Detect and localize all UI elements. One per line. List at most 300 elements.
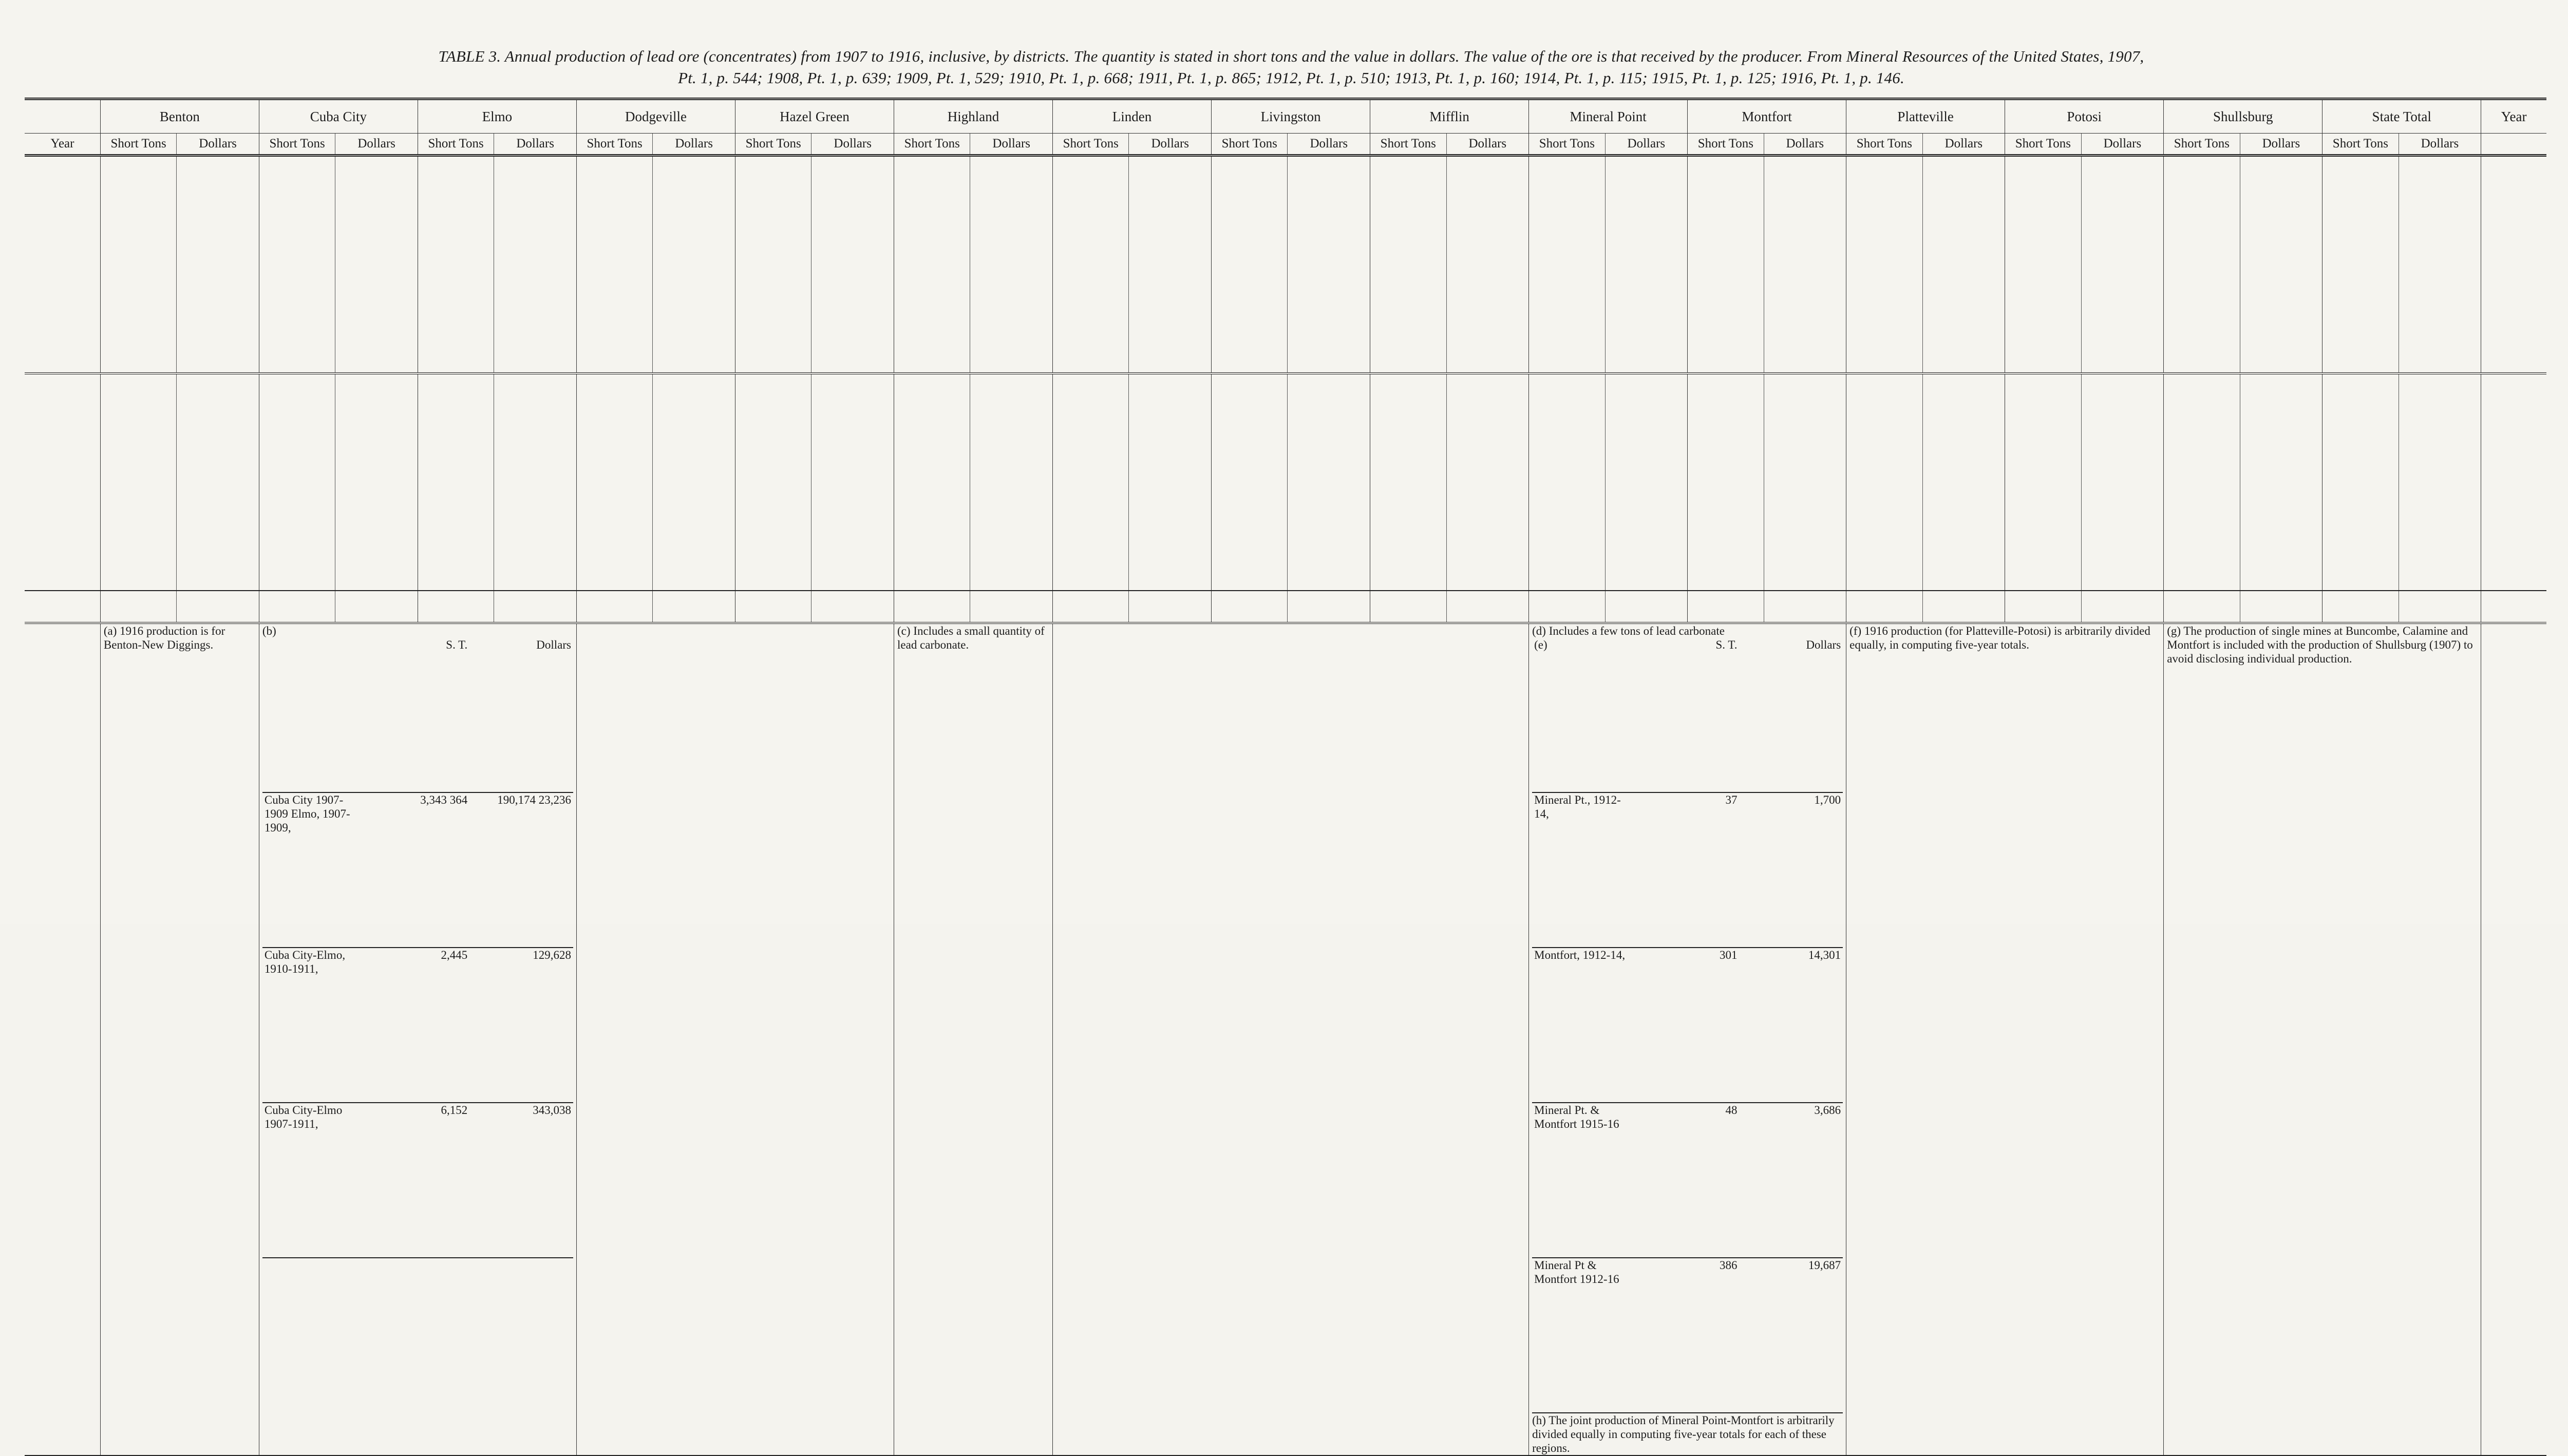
table-cell: [2164, 268, 2240, 289]
table-cell: [1529, 169, 1605, 191]
table-cell: [653, 311, 735, 332]
table-cell: [1212, 268, 1288, 289]
table-cell: [2005, 289, 2081, 311]
table-cell: [1529, 234, 1605, 255]
table-cell: [1288, 289, 1370, 311]
table-cell: [335, 591, 418, 623]
table-cell: [494, 473, 577, 495]
table-cell: [1370, 268, 1446, 289]
table-cell: [1129, 332, 1212, 373]
table-cell: [1764, 591, 1846, 623]
table-cell: [1688, 212, 1764, 234]
table-cell: [1370, 212, 1446, 234]
table-cell: [894, 191, 970, 212]
table-cell: [1764, 191, 1846, 212]
table-cell: [177, 516, 259, 538]
table-cell: [2240, 473, 2322, 495]
table-cell: [2322, 332, 2399, 373]
dollars-header: Dollars: [2081, 134, 2164, 156]
table-cell: [1529, 268, 1605, 289]
table-cell: [2164, 332, 2240, 373]
row-label: [2481, 408, 2546, 430]
table-cell: [1446, 268, 1529, 289]
table-cell: [335, 451, 418, 473]
table-cell: [1529, 332, 1605, 373]
row-label: [25, 268, 100, 289]
footnote-c: (c) Includes a small quantity of lead carbonate.: [894, 623, 1053, 1455]
table-cell: [418, 268, 494, 289]
table-cell: [418, 516, 494, 538]
table-cell: [894, 516, 970, 538]
short-tons-header: Short Tons: [418, 134, 494, 156]
table-cell: [1288, 332, 1370, 373]
table-cell: [2081, 408, 2164, 430]
table-cell: [2322, 473, 2399, 495]
table-cell: [177, 212, 259, 234]
short-tons-header: Short Tons: [2164, 134, 2240, 156]
table-title-line-1: TABLE 3. Annual production of lead ore (concentrates) from 1907 to 1916, inclusive, by districts. The quantity is stated in short tons and the value in dollars. The value of the ore is that received by the producer. From Mineral Resources of the United States, 1907,: [438, 47, 2144, 65]
table-cell: [735, 268, 811, 289]
table-cell: [1764, 311, 1846, 332]
footnote-b-cell: Dollars: [469, 638, 573, 792]
table-cell: [2164, 289, 2240, 311]
table-cell: [970, 332, 1053, 373]
table-cell: [1370, 289, 1446, 311]
table-cell: [1053, 473, 1129, 495]
short-tons-header: Short Tons: [1688, 134, 1764, 156]
row-label: [25, 451, 100, 473]
dollars-header: Dollars: [1764, 134, 1846, 156]
table-cell: [1764, 268, 1846, 289]
table-cell: [1288, 473, 1370, 495]
table-cell: [653, 387, 735, 408]
table-cell: [576, 212, 652, 234]
table-cell: [494, 191, 577, 212]
table-cell: [2081, 268, 2164, 289]
table-cell: [494, 430, 577, 451]
table-cell: [735, 495, 811, 516]
row-label: [2481, 387, 2546, 408]
table-cell: [1605, 451, 1688, 473]
table-cell: [1764, 430, 1846, 451]
table-cell: [1288, 169, 1370, 191]
footnote-b-cell: 6,152: [366, 1103, 470, 1258]
table-cell: [1129, 451, 1212, 473]
table-cell: [177, 430, 259, 451]
table-cell: [653, 516, 735, 538]
table-cell: [894, 234, 970, 255]
table-cell: [1129, 387, 1212, 408]
table-cell: [418, 234, 494, 255]
table-cell: [1605, 332, 1688, 373]
short-tons-header: Short Tons: [1846, 134, 1922, 156]
table-cell: [735, 430, 811, 451]
table-cell: [177, 289, 259, 311]
table-cell: [2081, 212, 2164, 234]
table-cell: [1605, 516, 1688, 538]
table-cell: [653, 212, 735, 234]
district-header: Elmo: [418, 99, 576, 134]
table-cell: [494, 451, 577, 473]
table-cell: [2399, 516, 2481, 538]
row-label: [25, 473, 100, 495]
table-cell: [100, 311, 176, 332]
table-cell: [2240, 516, 2322, 538]
table-cell: [1370, 332, 1446, 373]
dollars-header: Dollars: [1605, 134, 1688, 156]
row-label: [25, 495, 100, 516]
table-cell: [1053, 332, 1129, 373]
table-cell: [1446, 387, 1529, 408]
table-cell: [2399, 451, 2481, 473]
table-cell: [653, 451, 735, 473]
table-cell: [177, 191, 259, 212]
row-label: [25, 387, 100, 408]
table-cell: [335, 495, 418, 516]
row-label: [25, 311, 100, 332]
table-cell: [894, 289, 970, 311]
table-cell: [1605, 289, 1688, 311]
table-cell: [1212, 550, 1288, 591]
table-cell: [970, 473, 1053, 495]
table-cell: [1605, 169, 1688, 191]
dollars-header: Dollars: [1446, 134, 1529, 156]
row-label: [2481, 430, 2546, 451]
row-label: [25, 289, 100, 311]
table-cell: [259, 591, 335, 623]
dollars-header: Dollars: [1922, 134, 2005, 156]
table-cell: [1764, 473, 1846, 495]
table-cell: [1688, 430, 1764, 451]
table-cell: [1846, 495, 1922, 516]
row-label: [2481, 191, 2546, 212]
table-cell: [2240, 387, 2322, 408]
table-cell: [2399, 332, 2481, 373]
table-cell: [735, 191, 811, 212]
table-cell: [177, 473, 259, 495]
table-cell: [1129, 234, 1212, 255]
footnote-f: (f) 1916 production (for Platteville-Potosi) is arbitrarily divided equally, in computing five-year totals.: [1846, 623, 2164, 1455]
footnote-b-cell: Cuba City 1907-1909 Elmo, 1907-1909,: [262, 792, 366, 948]
table-cell: [576, 591, 652, 623]
table-cell: [335, 212, 418, 234]
table-cell: [894, 332, 970, 373]
table-cell: [735, 473, 811, 495]
dollars-header: Dollars: [811, 134, 894, 156]
table-cell: [335, 516, 418, 538]
table-cell: [1922, 387, 2005, 408]
table-cell: [1764, 495, 1846, 516]
table-row: [25, 495, 2546, 516]
table-cell: [1688, 495, 1764, 516]
table-cell: [2240, 212, 2322, 234]
table-cell: [970, 516, 1053, 538]
table-cell: [418, 212, 494, 234]
table-cell: [2164, 212, 2240, 234]
table-cell: [2399, 234, 2481, 255]
table-cell: [100, 430, 176, 451]
table-cell: [1846, 289, 1922, 311]
footnote-e-cell: 386: [1636, 1258, 1740, 1413]
table-cell: [418, 408, 494, 430]
table-cell: [894, 473, 970, 495]
table-cell: [970, 169, 1053, 191]
table-cell: [1212, 516, 1288, 538]
table-cell: [100, 550, 176, 591]
table-cell: [1922, 191, 2005, 212]
footnote-e-cell: Montfort, 1912-14,: [1532, 948, 1636, 1103]
footnote-a: (a) 1916 production is for Benton-New Diggings.: [100, 623, 259, 1455]
footnote-e-cell: Mineral Pt., 1912-14,: [1532, 792, 1636, 948]
table-cell: [735, 408, 811, 430]
table-row: [25, 387, 2546, 408]
table-cell: [1370, 451, 1446, 473]
table-cell: [1605, 495, 1688, 516]
table-cell: [2240, 332, 2322, 373]
table-cell: [2081, 591, 2164, 623]
table-cell: [894, 169, 970, 191]
table-cell: [2240, 234, 2322, 255]
table-cell: [2081, 430, 2164, 451]
table-cell: [811, 191, 894, 212]
table-cell: [1846, 332, 1922, 373]
table-cell: [811, 451, 894, 473]
table-cell: [1053, 408, 1129, 430]
table-cell: [1446, 516, 1529, 538]
notes-empty-linden-mifflin: [1053, 623, 1529, 1455]
table-cell: [2399, 495, 2481, 516]
table-cell: [894, 430, 970, 451]
table-cell: [2005, 268, 2081, 289]
table-cell: [1764, 451, 1846, 473]
table-cell: [1529, 473, 1605, 495]
table-cell: [1446, 495, 1529, 516]
district-header: Benton: [100, 99, 259, 134]
district-header: Livingston: [1212, 99, 1370, 134]
table-cell: [1053, 516, 1129, 538]
table-cell: [2322, 268, 2399, 289]
row-label: [2481, 451, 2546, 473]
footnote-b-cell: S. T.: [366, 638, 470, 792]
footnote-e-cell: S. T.: [1636, 638, 1740, 792]
short-tons-header: Short Tons: [1053, 134, 1129, 156]
table-cell: [2240, 430, 2322, 451]
table-cell: [2399, 430, 2481, 451]
table-cell: [335, 430, 418, 451]
district-header: Montfort: [1688, 99, 1846, 134]
dollars-header: Dollars: [1288, 134, 1370, 156]
table-cell: [653, 289, 735, 311]
table-cell: [2081, 332, 2164, 373]
table-cell: [653, 408, 735, 430]
table-cell: [653, 191, 735, 212]
table-cell: [1212, 473, 1288, 495]
table-cell: [335, 289, 418, 311]
table-cell: [1764, 212, 1846, 234]
table-cell: [1212, 289, 1288, 311]
table-cell: [1288, 387, 1370, 408]
short-tons-header: Short Tons: [259, 134, 335, 156]
table-cell: [735, 387, 811, 408]
table-cell: [970, 212, 1053, 234]
table-cell: [653, 234, 735, 255]
table-cell: [735, 550, 811, 591]
table-cell: [1053, 169, 1129, 191]
year-header-left: Year: [25, 134, 100, 156]
table-cell: [2240, 268, 2322, 289]
table-cell: [735, 591, 811, 623]
table-cell: [2164, 516, 2240, 538]
table-cell: [653, 430, 735, 451]
table-cell: [1288, 550, 1370, 591]
table-cell: [653, 550, 735, 591]
table-cell: [1846, 451, 1922, 473]
table-cell: [1922, 451, 2005, 473]
table-cell: [1688, 268, 1764, 289]
table-cell: [1688, 473, 1764, 495]
footnote-e-cell: 3,686: [1739, 1103, 1843, 1258]
table-cell: [259, 212, 335, 234]
row-label: [25, 408, 100, 430]
table-cell: [1370, 495, 1446, 516]
table-cell: [2164, 451, 2240, 473]
table-cell: [970, 591, 1053, 623]
table-cell: [2081, 234, 2164, 255]
table-cell: [653, 473, 735, 495]
table-cell: [735, 234, 811, 255]
table-cell: [1212, 191, 1288, 212]
table-cell: [335, 268, 418, 289]
table-cell: [2164, 550, 2240, 591]
table-cell: [259, 289, 335, 311]
table-cell: [576, 430, 652, 451]
table-cell: [735, 289, 811, 311]
table-cell: [1370, 430, 1446, 451]
table-cell: [811, 550, 894, 591]
district-header: Cuba City: [259, 99, 418, 134]
table-cell: [894, 212, 970, 234]
table-cell: [2322, 516, 2399, 538]
row-label: [25, 516, 100, 538]
table-cell: [1446, 430, 1529, 451]
table-cell: [2005, 212, 2081, 234]
table-cell: [1529, 516, 1605, 538]
table-cell: [177, 268, 259, 289]
table-cell: [1605, 473, 1688, 495]
table-cell: [735, 311, 811, 332]
table-cell: [100, 387, 176, 408]
short-tons-header: Short Tons: [2322, 134, 2399, 156]
table-cell: [2322, 311, 2399, 332]
footnote-b-cell: 3,343 364: [366, 792, 470, 948]
table-cell: [576, 387, 652, 408]
table-cell: [1446, 550, 1529, 591]
dollars-header: Dollars: [2240, 134, 2322, 156]
table-cell: [2005, 311, 2081, 332]
footnote-b-cell: [262, 638, 366, 792]
table-cell: [1922, 408, 2005, 430]
table-title-line-2: Pt. 1, p. 544; 1908, Pt. 1, p. 639; 1909, Pt. 1, 529; 1910, Pt. 1, p. 668; 1911, Pt. 1, p. 865; 1912, Pt. 1, p. 510; 1913, Pt. 1, p. 160; 1914, Pt. 1, p. 115; 1915, Pt. 1, p. 125; 1916, Pt. 1, p. 146.: [678, 69, 1904, 87]
dollars-header: Dollars: [2399, 134, 2481, 156]
table-cell: [2081, 451, 2164, 473]
row-label: [25, 430, 100, 451]
table-cell: [2240, 169, 2322, 191]
table-cell: [576, 311, 652, 332]
table-cell: [1688, 550, 1764, 591]
table-cell: [1922, 268, 2005, 289]
table-cell: [1129, 550, 1212, 591]
table-cell: [811, 495, 894, 516]
table-cell: [735, 516, 811, 538]
table-cell: [1053, 212, 1129, 234]
table-cell: [1529, 591, 1605, 623]
table-cell: [970, 495, 1053, 516]
table-cell: [735, 451, 811, 473]
table-cell: [1446, 311, 1529, 332]
table-cell: [894, 387, 970, 408]
dollars-header: Dollars: [494, 134, 577, 156]
table-cell: [2322, 591, 2399, 623]
table-cell: [2240, 451, 2322, 473]
table-cell: [177, 332, 259, 373]
table-cell: [1129, 430, 1212, 451]
table-cell: [494, 591, 577, 623]
table-cell: [2322, 212, 2399, 234]
table-cell: [1053, 495, 1129, 516]
table-cell: [1846, 234, 1922, 255]
table-cell: [335, 473, 418, 495]
table-cell: [335, 387, 418, 408]
table-row: [25, 332, 2546, 373]
table-cell: [177, 451, 259, 473]
table-cell: [1846, 408, 1922, 430]
table-cell: [2322, 550, 2399, 591]
table-cell: [2399, 591, 2481, 623]
table-cell: [2005, 516, 2081, 538]
footnote-b: [259, 623, 576, 1455]
table-cell: [100, 473, 176, 495]
table-cell: [1764, 550, 1846, 591]
row-label: [25, 550, 100, 591]
table-row: [25, 430, 2546, 451]
footnote-e-cell: 37: [1636, 792, 1740, 948]
table-cell: [2240, 550, 2322, 591]
table-cell: [259, 451, 335, 473]
table-cell: [1370, 550, 1446, 591]
table-cell: [811, 430, 894, 451]
table-cell: [259, 311, 335, 332]
table-cell: [1370, 234, 1446, 255]
table-cell: [576, 268, 652, 289]
table-cell: [1053, 430, 1129, 451]
table-cell: [1129, 516, 1212, 538]
table-cell: [418, 430, 494, 451]
notes-empty-year-right: [2481, 623, 2546, 1455]
table-cell: [811, 311, 894, 332]
table-cell: [2005, 473, 2081, 495]
table-cell: [335, 234, 418, 255]
table-cell: [2005, 408, 2081, 430]
table-cell: [1370, 169, 1446, 191]
table-cell: [1846, 387, 1922, 408]
table-cell: [335, 550, 418, 591]
short-tons-header: Short Tons: [1370, 134, 1446, 156]
table-row: [25, 591, 2546, 623]
table-cell: [894, 550, 970, 591]
table-cell: [735, 332, 811, 373]
table-cell: [1370, 191, 1446, 212]
table-cell: [100, 495, 176, 516]
